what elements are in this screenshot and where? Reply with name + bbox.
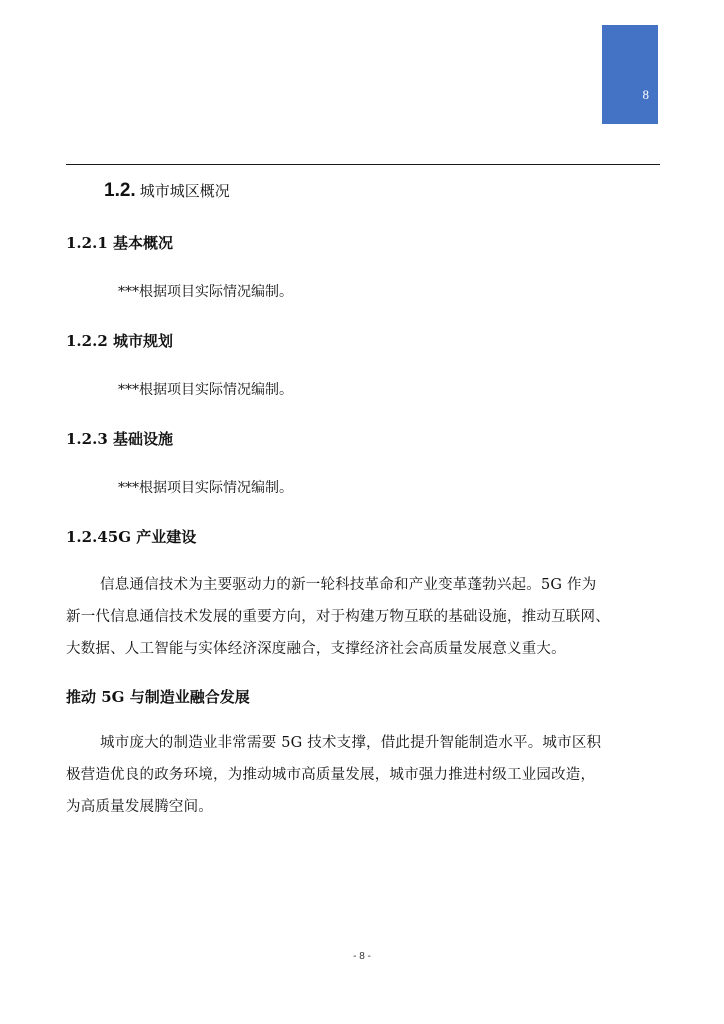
manufacturing-heading: 推动 5G 与制造业融合发展 xyxy=(66,688,250,706)
subsection-note-planning: ***根据项目实际情况编制。 xyxy=(118,382,293,398)
paragraph-manufacturing-line-3: 为高质量发展腾空间。 xyxy=(66,799,213,815)
section-number: 1.2. xyxy=(104,180,136,201)
section-title: 城市城区概况 xyxy=(139,182,230,200)
subsection-heading-planning: 1.2.2 城市规划 xyxy=(66,332,173,350)
paragraph-5g-line-3: 大数据、人工智能与实体经济深度融合，支撑经济社会高质量发展意义重大。 xyxy=(66,641,566,657)
subsection-heading-5g: 1.2.45G 产业建设 xyxy=(66,528,197,546)
subsection-heading-infrastructure: 1.2.3 基础设施 xyxy=(66,430,173,448)
section-heading xyxy=(104,180,230,202)
header-rule xyxy=(66,164,660,165)
subsection-note-basic: ***根据项目实际情况编制。 xyxy=(118,284,293,300)
page-number-tab xyxy=(602,25,658,124)
subsection-note-infrastructure: ***根据项目实际情况编制。 xyxy=(118,480,293,496)
paragraph-manufacturing-line-2: 极营造优良的政务环境，为推动城市高质量发展，城市强力推进村级工业园改造， xyxy=(66,767,596,783)
subsection-heading-basic: 1.2.1 基本概况 xyxy=(66,234,173,252)
paragraph-5g-line-1: 信息通信技术为主要驱动力的新一轮科技革命和产业变革蓬勃兴起。5G 作为 xyxy=(100,577,597,593)
paragraph-5g-line-2: 新一代信息通信技术发展的重要方向，对于构建万物互联的基础设施，推动互联网、 xyxy=(66,609,610,625)
page-footer-number: - 8 - xyxy=(353,951,371,962)
paragraph-manufacturing-line-1: 城市庞大的制造业非常需要 5G 技术支撑，借此提升智能制造水平。城市区积 xyxy=(100,735,602,751)
page-tab-number: 8 xyxy=(642,87,649,102)
